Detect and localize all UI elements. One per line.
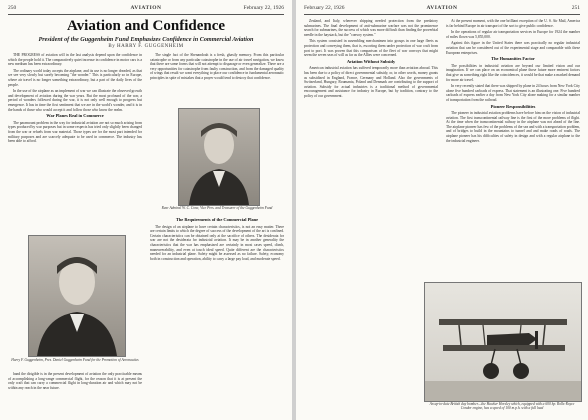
paragraph: The ordinary world today accepts the airplane, and its use is no longer dreaded, as that we see very slowly but surely becoming "the wonder." This is particularly so in Europe, where air travel is no longer something extraordinary, but a part of the daily lives of the people.: [8, 68, 142, 87]
portrait-photo-cone: [178, 108, 260, 206]
left-column-1: [8, 53, 142, 231]
paragraph: The single fact of the Shenandoah is a fresh, ghastly memory. From this particular catastrophe or from any particular catastrophe in the use of air travel navigation, we know that there are some forms that will not attempt to disparage or even generalize. There are a very opportunities for catastrophe from faulty construction, and from the damaged quality of wings that result we want everything to place our confidence in fundamental aeronautic principles in spite of mistakes that a prayer would tend to destroy that confidence.: [150, 53, 284, 80]
portrait-figure-icon: [29, 236, 125, 356]
section-heading: War Planes Real in Commerce: [46, 113, 104, 119]
paragraph: Zealand, and Italy, wherever shipping needed protection from the predatory submarines. The final development of anti-submarine warfare was not the prominence search for submarines, the success of which was more difficult than finding the proverbial needle in the haystack, but the "convoy system.": [304, 19, 438, 37]
left-head-rule: [8, 14, 284, 15]
portrait-figure-icon: [179, 109, 259, 205]
section-heading: The Humanities Factor: [491, 56, 535, 62]
paragraph: The paramount problem in the way for industrial aviation are not so much arising from types produced by war purposes but in some respects has tried only slightly been changed from the war or refuels from war material. Those types are for the most part intended for military purposes and are scarcely adequate to be used in commerce. The industry has been able to afford.: [8, 120, 142, 144]
biplane-icon: [425, 283, 581, 401]
left-page: [0, 0, 292, 420]
paragraph: The possibilities in industrial aviation are beyond our limited vision and our imagination. If we can place on an economical plane those future more eminent factors that give us something right like the coincidences, it would be that make a marked demand for more air travel.: [446, 63, 580, 82]
section-heading: Pioneer Responsibilities: [490, 103, 536, 109]
left-running-title: AVIATION: [130, 5, 162, 11]
left-column-2-bottom: [150, 216, 284, 416]
right-column-1: [304, 19, 438, 309]
portrait-caption-guggenheim: Harry F. Guggenheim, Pres. Daniel Guggenheim Fund for the Promotion of Aeronautics: [11, 358, 139, 362]
right-issue-date: February 22, 1926: [304, 5, 345, 11]
paragraph: In very recently stated that there was shipped by plane in 24 hours from New York City alone five hundred carloads of express. That statement is an illustrating one. Five hundred carloads of express earlier a day from New York City alone making for a similar number of transportation from the railroad.: [446, 84, 580, 102]
right-page: [296, 0, 588, 420]
portrait-caption-cone: Rear Admiral W. C. Cone, Vice Pres. and Treasurer of the Guggenheim Fund: [161, 206, 273, 210]
paragraph: THE PROGRESS of aviation will in the last analysis depend upon the confidence in which the people hold it. The comparatively quiet increase in confidence in motor cars is a new medium has been extraordinary.: [8, 53, 142, 67]
right-column-2: [446, 19, 580, 234]
paragraph: This system consisted in assembling merchantmen into groups in one large fleets as protection and conveying them, that is, escorting them under protection of war craft from port to port. It was proven that this comparison of the fleet of war convoys that might seem the seven seas of will as far as the Allies were concerned.: [304, 39, 438, 58]
bomber-caption: An up-to-date British day bomber—the Hawker Horsley which, equipped with a 600 hp. Rolls-Royce Condor engine, has a speed of 100 m.p.h. with a full load: [429, 402, 575, 411]
section-heading: Aviation Without Subsidy: [346, 58, 396, 64]
paragraph: In the operations of regular air transportation services in Europe for 1924 the number of miles flown was 5,855,000.: [446, 30, 580, 39]
paragraph: Against this figure in the United States there was practically no regular industrial aviation that can be considered out of the experimental stage and comparable with these European enterprises.: [446, 41, 580, 55]
bomber-photo: [424, 282, 582, 402]
right-head-rule: [304, 14, 580, 15]
article-title: Aviation and Confidence: [66, 18, 226, 34]
paragraph: American industrial aviation has suffered temporarily more than aviation abroad. This has been due to a policy of direct governmental subsidy, or, in other words, money grants as subsidized in England, France, Germany and Holland. Also the governments of Switzerland, Hungary, Roumania, Poland and Denmark are contributing to the support of aviation. Subsidy for actual industries is a traditional method of governmental encouragement and assistance for industry in Europe, but by tradition, contrary to the policy of our government.: [304, 66, 438, 98]
section-heading: The Requirements of the Commercial Plane: [175, 217, 259, 222]
portrait-photo-guggenheim: [28, 235, 126, 357]
paragraph: At the present moment, with the one brilliant exception of the U. S. Air Mail, America is far behind Europe in air transport of the sort to give public confidence.: [446, 19, 580, 28]
left-page-number: 250: [8, 5, 17, 11]
article-subtitle: President of the Guggenheim Fund Emphasizes Confidence in Commercial Aviation: [38, 36, 254, 43]
left-column-1-bottom: [8, 372, 142, 416]
paragraph: The pioneer in industrial aviation problems have before him on the vision of industrial aviation. The first transcontinental railway line is the first of the more problems of flight. At the time when the transcontinental railway in the airplane was not ahead of the line. The airplane pioneer has few of the problems of the sea and with a transportation problem, and of bridges to build in the mountains to tunnel and and make roads of roads. The airplane pioneer has his difficulties of safety in design and with a regular airplane to the the industrial engineer.: [446, 111, 580, 143]
paragraph: In the use of the airplane as an implement of war we can illustrate the observed growth and development of aviation during the war years. But the most profound of the war, a period of wonders followed during the war, it is not only well enough to progress but emergence. It has in time the first sentiment that we are in the world's wonder, and it is in the hands of those who would accept it and follow those who know the realm.: [8, 89, 142, 112]
article-byline: By HARRY F. GUGGENHEIM: [108, 44, 184, 49]
right-running-title: AVIATION: [426, 5, 458, 11]
paragraph: The design of an airplane to have certain characteristics, is not an easy matter. There are certain limits to which the degree of success of the development of the art is confined. Certain characteristics can be obtained only at the sacrifice of others. The desiderata for war are not the desiderata for industrial aviation. It may be in another generality the characteristics that the war has emphasized are certainly in most cases speed, climb, maneuverability, and even at touch ideal speed. Quite different are the characteristics needed for an industrial plane. Safety might be assessed as no failure. Safety, economy both in construction and operation, ability to carry a large pay load, and moderate speed.: [150, 224, 284, 261]
paragraph: hand the dirigible is in the present development of aviation the only practicable means of accomplishing a long-range commercial flight, for the reason that it is at present the only craft that can carry a commercial flight in long-duration air and which may not be within any reach in the near future.: [8, 372, 142, 390]
left-column-2-top: [150, 53, 284, 105]
right-page-number: 251: [571, 5, 580, 11]
left-issue-date: February 22, 1926: [243, 5, 284, 11]
